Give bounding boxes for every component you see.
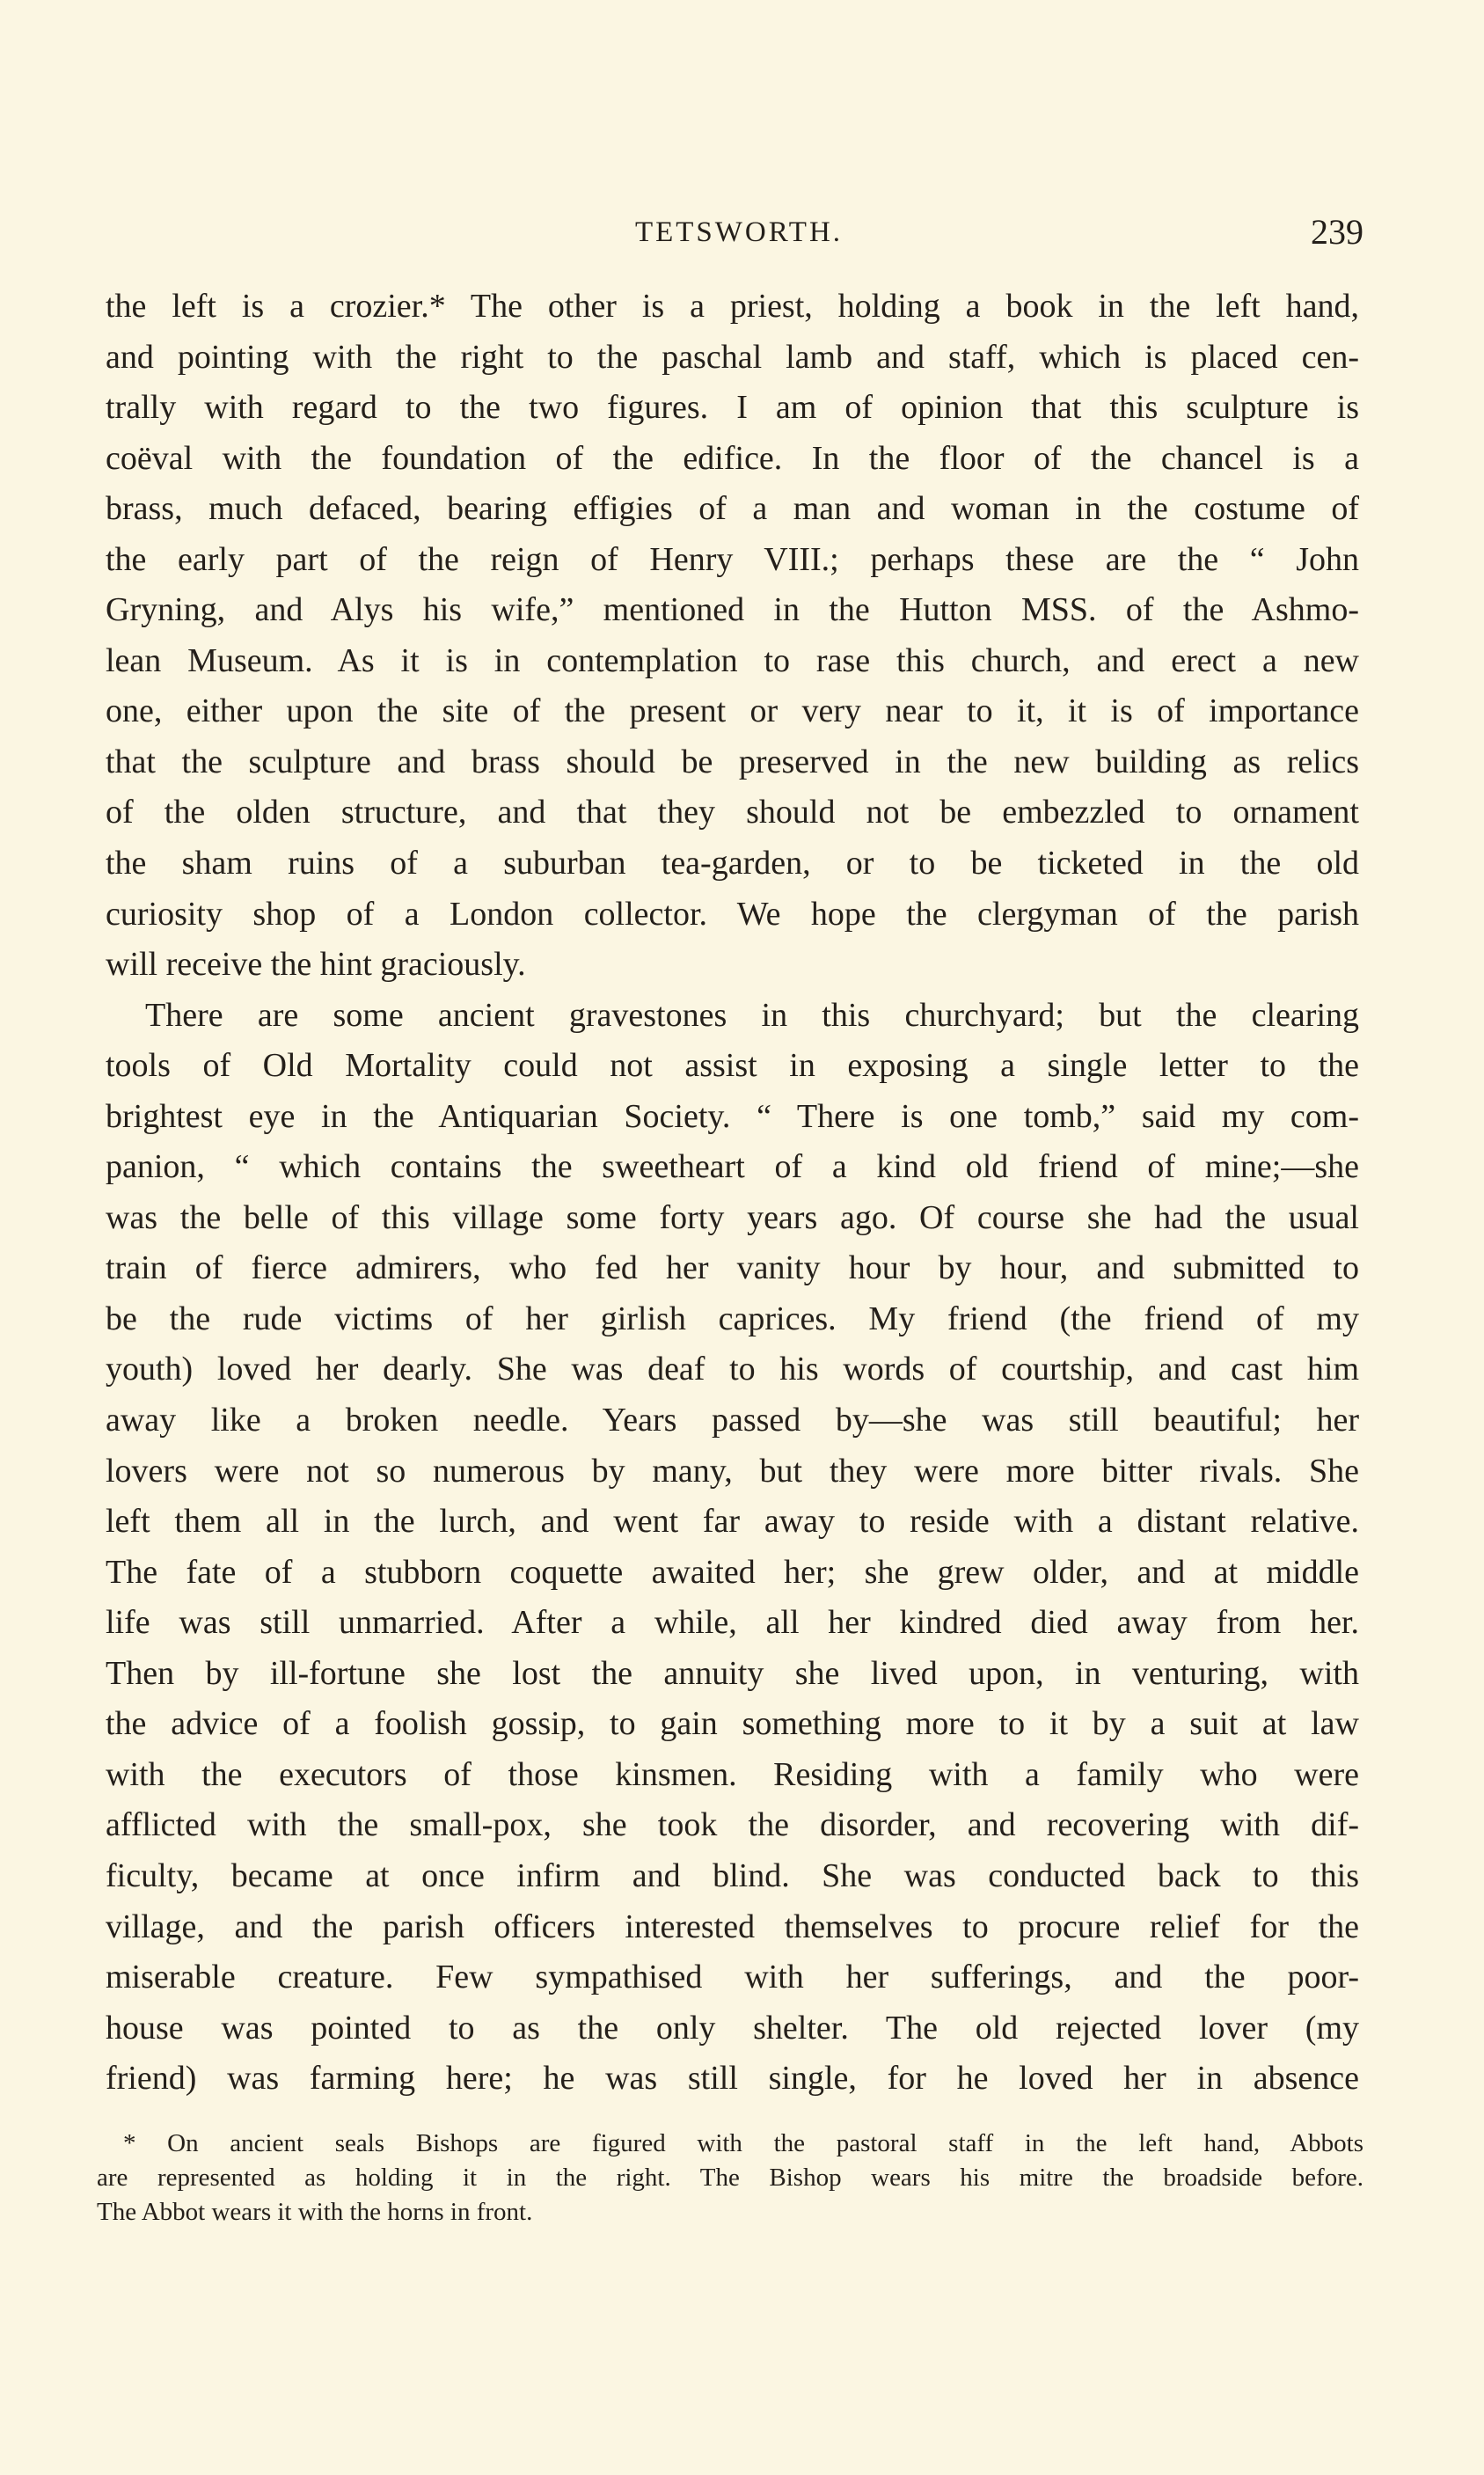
text-line: afflicted with the small-pox, she took the disorder, and recovering with dif-	[106, 1806, 1359, 1844]
text-line: miserable creature. Few sympathised with her sufferings, and the poor-	[106, 1959, 1359, 1996]
text-line: friend) was farming here; he was still single, for he loved her in absence	[106, 2060, 1359, 2098]
page-number: 239	[1311, 212, 1363, 252]
text-line: was the belle of this village some forty years ago. Of course she had the usual	[106, 1198, 1359, 1236]
footnote-line: The Abbot wears it with the horns in front.	[97, 2198, 533, 2226]
running-title: TETSWORTH.	[634, 216, 844, 248]
text-line: house was pointed to as the only shelter. The old rejected lover (my	[106, 2009, 1359, 2047]
text-line: ficulty, became at once infirm and blind. She was conducted back to this	[106, 1856, 1359, 1894]
text-line: lovers were not so numerous by many, but they were more bitter rivals. She	[106, 1452, 1359, 1490]
footnote-line: are represented as holding it in the right. The Bishop wears his mitre the broadside before.	[97, 2164, 1363, 2192]
text-line: left them all in the lurch, and went far away to reside with a distant relative.	[106, 1503, 1359, 1541]
text-line: youth) loved her dearly. She was deaf to his words of courtship, and cast him	[106, 1351, 1359, 1388]
text-line: lean Museum. As it is in contemplation to rase this church, and erect a new	[106, 641, 1359, 679]
text-line: tools of Old Mortality could not assist in exposing a single letter to the	[106, 1047, 1359, 1085]
text-line: brightest eye in the Antiquarian Society. “ There is one tomb,” said my com-	[106, 1097, 1359, 1135]
text-line: brass, much defaced, bearing effigies of a man and woman in the costume of	[106, 490, 1359, 528]
paragraph-end-line: will receive the hint graciously.	[106, 946, 526, 984]
text-line: The fate of a stubborn coquette awaited her; she grew older, and at middle	[106, 1553, 1359, 1591]
text-line: train of fierce admirers, who fed her vanity hour by hour, and submitted to	[106, 1249, 1359, 1287]
text-line: away like a broken needle. Years passed by—she was still beautiful; her	[106, 1402, 1359, 1439]
text-line: curiosity shop of a London collector. We hope the clergyman of the parish	[106, 895, 1359, 933]
text-line: of the olden structure, and that they should not be embezzled to ornament	[106, 794, 1359, 831]
text-line: village, and the parish officers interested themselves to procure relief for the	[106, 1908, 1359, 1945]
text-line: panion, “ which contains the sweetheart of a kind old friend of mine;—she	[106, 1148, 1359, 1186]
text-line: with the executors of those kinsmen. Residing with a family who were	[106, 1755, 1359, 1793]
text-line: one, either upon the site of the present or very near to it, it is of importance	[106, 692, 1359, 730]
text-line: coëval with the foundation of the edifice. In the floor of the chancel is a	[106, 439, 1359, 477]
text-line: and pointing with the right to the paschal lamb and staff, which is placed cen-	[106, 338, 1359, 376]
text-line: Then by ill-fortune she lost the annuity she lived upon, in venturing, with	[106, 1654, 1359, 1692]
text-line: that the sculpture and brass should be preserved in the new building as relics	[106, 743, 1359, 780]
text-line: the sham ruins of a suburban tea-garden, or to be ticketed in the old	[106, 845, 1359, 882]
running-head	[106, 211, 1372, 255]
text-line: trally with regard to the two figures. I am of opinion that this sculpture is	[106, 389, 1359, 427]
text-line: the advice of a foolish gossip, to gain something more to it by a suit at law	[106, 1705, 1359, 1743]
body-text	[106, 282, 1359, 2105]
footnote	[97, 2127, 1363, 2230]
text-line: life was still unmarried. After a while, all her kindred died away from her.	[106, 1604, 1359, 1642]
text-line: the early part of the reign of Henry VIII.; perhaps these are the “ John	[106, 540, 1359, 578]
text-line: be the rude victims of her girlish caprices. My friend (the friend of my	[106, 1300, 1359, 1337]
paragraph-start-line: There are some ancient gravestones in this churchyard; but the clearing	[145, 996, 1359, 1034]
text-line: Gryning, and Alys his wife,” mentioned in the Hutton MSS. of the Ashmo-	[106, 591, 1359, 629]
footnote-line: * On ancient seals Bishops are figured with the pastoral staff in the left hand, Abbots	[123, 2129, 1363, 2157]
text-line: the left is a crozier.* The other is a priest, holding a book in the left hand,	[106, 288, 1359, 325]
